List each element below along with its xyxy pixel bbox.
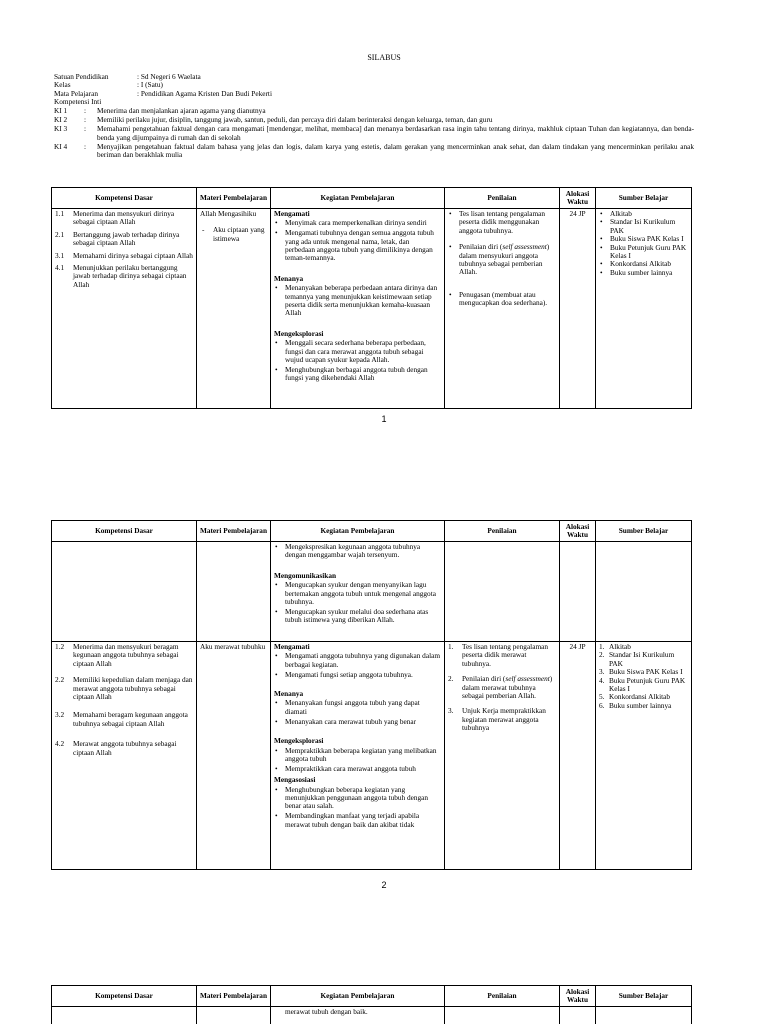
kd-item [55,711,193,728]
kegiatan-section-heading: Mengasosiasi [274,775,316,785]
header-kegiatan: Kegiatan Pembelajaran [271,986,445,1007]
kegiatan-item: • Mengamati anggota tubuhnya yang digunakan dalam berbagai kegiatan. [274,652,441,669]
header-alokasi: Alokasi Waktu [560,986,596,1007]
ki-colon: : [84,141,87,151]
header-kompetensi-dasar: Kompetensi Dasar [52,188,197,209]
identity-key: Mata Pelajaran [54,88,98,98]
kegiatan-item: • Mengamati fungsi setiap anggota tubuhnya. [274,671,441,679]
kd-cell [52,642,197,870]
identity-key: Satuan Pendidikan [54,72,109,81]
alokasi-cell [560,1007,596,1024]
sumber-item: 4. Buku Petunjuk Guru PAK Kelas I [599,675,686,693]
sumber-list [599,210,688,277]
penilaian-list [448,210,556,308]
page-number: 1 [381,414,387,424]
kd-cell [52,209,197,409]
identity-row [54,90,694,98]
kegiatan-item: • Menghubungkan beberapa kegiatan yang menunjukkan penggunaan anggota tubuh dengan benar atau salah. [274,786,441,811]
kd-text: Memiliki kepedulian dalam menjaga dan merawat anggota tubuhnya sebagai ciptaan Allah [73,675,193,701]
document-title: SILABUS [367,53,401,62]
kegiatan-item: • Menanyakan fungsi anggota tubuh yang dapat diamati [274,699,441,716]
sumber-item: 1. Alkitab [599,642,631,651]
sumber-item: 3. Buku Siswa PAK Kelas I [599,667,683,677]
penilaian-item: • Penilaian diri (self assessment) dalam mensyukuri anggota tubuhnya sebagai pemberian Allah. [448,243,556,277]
materi-subitem: - Aku ciptaan yang istimewa [200,226,267,243]
kegiatan-list [274,786,441,829]
identity-value: : Sd Negeri 6 Waelata [137,72,201,81]
materi-cell [197,1007,271,1024]
penilaian-item: 2. Penilaian diri (self assessment) dalam merawat tubuhnya sebagai pemberian Allah. [448,674,553,700]
identity-key: Kelas [54,80,71,90]
kegiatan-item: • Mengucapkan syukur dengan menyanyikan lagu bertemakan anggota tubuh untuk mengenal anggota tubuhnya. [274,581,441,606]
header-materi: Materi Pembelajaran [197,188,271,209]
kd-text: Menerima dan mensyukuri dirinya sebagai ciptaan Allah [73,209,175,227]
kd-text: Memahami beragam kegunaan anggota tubuhnya sebagai ciptaan Allah [73,710,188,728]
header-sumber: Sumber Belajar [596,188,692,209]
kd-item [55,210,193,227]
table-row-continued [52,1007,692,1024]
header-sumber: Sumber Belajar [596,521,692,542]
kd-number: 4.2 [55,739,65,749]
penilaian-list [448,643,556,733]
identity-block [54,73,694,159]
kegiatan-item: • Mengamati tubuhnya dengan semua anggota tubuh yang ada untuk mengenal nama, letak, dan perbedaan anggota tubuh yang dimilikinya dengan teman-temannya. [274,229,441,263]
sumber-cell [596,642,692,870]
identity-value: : I (Satu) [137,80,163,90]
kegiatan-cell [271,542,445,642]
kd-text: Menunjukkan perilaku bertanggung jawab terhadap dirinya sebagai ciptaan Allah [73,262,187,289]
table-header-row [52,188,692,209]
syllabus-table-page-3 [51,985,692,1024]
kegiatan-list [274,284,441,318]
kegiatan-list [274,219,441,262]
sumber-item: • Buku Siswa PAK Kelas I [599,235,688,243]
table-header-row [52,521,692,542]
ki-colon: : [84,124,87,134]
page-number: 2 [381,880,387,890]
kegiatan-cell: merawat tubuh dengan baik. [271,1007,445,1024]
penilaian-cell [445,542,560,642]
ki-text: Menerima dan menjalankan ajaran agama yang dianutnya [97,106,266,116]
sumber-item: • Buku sumber lainnya [599,269,688,277]
table-row [52,642,692,870]
ki-colon: : [84,115,87,125]
header-kegiatan: Kegiatan Pembelajaran [271,188,445,209]
kd-number: 1.1 [55,209,65,218]
kegiatan-section-heading: Mengeksplorasi [274,328,324,338]
sumber-item: • Buku Petunjuk Guru PAK Kelas I [599,244,688,261]
identity-value: : Pendidikan Agama Kristen Dan Budi Pekerti [137,88,272,98]
kd-number: 2.1 [55,229,65,239]
kegiatan-item: • Mengekspresikan kegunaan anggota tubuhnya dengan menggambar wajah tersenyum. [274,543,441,560]
sumber-cell [596,542,692,642]
kegiatan-item: • Menyimak cara memperkenalkan dirinya sendiri [274,219,441,227]
sumber-cell [596,209,692,409]
sumber-cell [596,1007,692,1024]
table-row-continued [52,542,692,642]
kegiatan-cell [271,209,445,409]
kegiatan-section-heading: Menanya [274,689,304,699]
alokasi-cell [560,542,596,642]
kd-text: Bertanggung jawab terhadap dirinya sebagai ciptaan Allah [73,229,180,248]
kd-item [55,643,193,668]
kd-text: Memahami dirinya sebagai ciptaan Allah [73,250,193,260]
header-materi: Materi Pembelajaran [197,521,271,542]
table-row [52,209,692,409]
kegiatan-item: • Menanyakan beberapa perbedaan antara dirinya dan temannya yang menunjukkan keistimewaan setiap peserta didik serta menunjukkan kemaha-kuasaan Allah [274,284,441,318]
kd-text: Merawat anggota tubuhnya sebagai ciptaan Allah [73,739,177,757]
sumber-list [599,643,688,710]
penilaian-item: 1. Tes lisan tentang pengalaman peserta didik merawat tubuhnya. [448,642,549,668]
kegiatan-item: • Mempraktikkan beberapa kegiatan yang melibatkan anggota tubuh [274,747,441,764]
kd-number: 1.2 [55,642,65,651]
kegiatan-section-heading: Mengamati [274,209,310,218]
ki-code: KI 3 [54,124,68,134]
materi-cell [197,542,271,642]
kd-number: 3.1 [55,250,65,260]
ki-heading: Kompetensi Inti [54,97,102,107]
kd-number: 3.2 [55,710,65,720]
sumber-item: 6. Buku sumber lainnya [599,700,672,710]
sumber-item: • Alkitab [599,210,688,218]
penilaian-item: • Tes lisan tentang pengalaman peserta didik menggunakan anggota tubuhnya. [448,210,556,235]
materi-cell: Aku merawat tubuhku [197,642,271,870]
kegiatan-section-heading: Menanya [274,273,304,283]
header-kegiatan: Kegiatan Pembelajaran [271,521,445,542]
header-kompetensi-dasar: Kompetensi Dasar [52,986,197,1007]
kegiatan-list [274,339,441,382]
kd-item [55,676,193,701]
header-kompetensi-dasar: Kompetensi Dasar [52,521,197,542]
kd-number: 2.2 [55,675,65,685]
ki-code: KI 2 [54,115,68,125]
materi-subitem-text: Aku ciptaan yang istimewa [213,225,265,243]
sumber-item: • Standar Isi Kurikulum PAK [599,218,688,235]
kegiatan-item: • Membandingkan manfaat yang terjadi apabila merawat tubuh dengan baik dan akibat tidak [274,812,441,829]
materi-title: Allah Mengasihiku [200,209,257,218]
penilaian-item: • Penugasan (membuat atau mengucapkan doa sederhana). [448,291,556,308]
ki-text: Menyajikan pengetahuan faktual dalam bahasa yang jelas dan logis, dalam karya yang estetis, dalam gerakan yang mencerminkan anak sehat, dan dalam tindakan yang mencerminkan perilaku anak beriman dan berakhlak mulia [97,141,694,159]
header-penilaian: Penilaian [445,986,560,1007]
ki-item [54,125,694,142]
header-penilaian: Penilaian [445,188,560,209]
kegiatan-item: • Mempraktikkan cara merawat anggota tubuh [274,765,441,773]
penilaian-cell [445,1007,560,1024]
sumber-item: 2. Standar Isi Kurikulum PAK [599,650,675,668]
kegiatan-section-heading: Mengamati [274,642,310,651]
header-alokasi: Alokasi Waktu [560,521,596,542]
kegiatan-list [274,699,441,726]
header-alokasi: Alokasi Waktu [560,188,596,209]
kd-cell [52,542,197,642]
ki-text: Memahami pengetahuan faktual dengan cara mengamati [mendengar, melihat, membaca] dan menanya berdasarkan rasa ingin tahu tentang dirinya, makhluk ciptaan Tuhan dan kegiatannya, dan benda-benda yang dijumpainya di rumah dan di sekolah [97,124,694,142]
syllabus-table-page-2 [51,520,692,870]
kegiatan-section-heading: Mengeksplorasi [274,736,324,746]
kd-number: 4.1 [55,262,65,272]
header-materi: Materi Pembelajaran [197,986,271,1007]
kegiatan-item: • Menghubungkan berbagai anggota tubuh dengan fungsi yang dikehendaki Allah [274,366,441,383]
header-sumber: Sumber Belajar [596,986,692,1007]
kd-text: Menerima dan mensyukuri beragam kegunaan anggota tubuhnya sebagai ciptaan Allah [73,642,179,668]
sumber-item: • Konkordansi Alkitab [599,260,688,268]
kegiatan-item: • Menanyakan cara merawat tubuh yang benar [274,718,441,726]
penilaian-cell [445,642,560,870]
alokasi-cell: 24 JP [560,642,596,870]
kd-item [55,264,193,289]
syllabus-table-page-1 [51,187,692,409]
kegiatan-list [274,652,441,679]
alokasi-cell: 24 JP [560,209,596,409]
ki-code: KI 1 [54,106,68,116]
ki-text: Memiliki perilaku jujur, disiplin, tanggung jawab, santun, peduli, dan percaya diri dalam berinteraksi dengan keluarga, teman, dan guru [97,115,493,125]
kd-item [55,231,193,248]
kd-item [55,740,193,757]
ki-item [54,143,694,160]
kd-cell [52,1007,197,1024]
materi-cell [197,209,271,409]
kegiatan-cell [271,642,445,870]
kegiatan-list [274,543,441,560]
penilaian-item: 3. Unjuk Kerja mempraktikkan kegiatan merawat anggota tubuhnya [448,706,546,733]
kd-item [55,252,193,260]
ki-colon: : [84,106,87,116]
kegiatan-item: • Mengucapkan syukur melalui doa sederhana atas tubuh istimewa yang diberikan Allah. [274,608,441,625]
kegiatan-item: • Menggali secara sederhana beberapa perbedaan, fungsi dan cara merawat anggota tubuh sebagai wujud ucapan syukur kepada Allah. [274,339,441,364]
kegiatan-list [274,581,441,624]
penilaian-cell [445,209,560,409]
kegiatan-list [274,747,441,774]
kegiatan-section-heading: Mengomunikasikan [274,570,337,580]
header-penilaian: Penilaian [445,521,560,542]
ki-code: KI 4 [54,141,68,151]
sumber-item: 5. Konkordansi Alkitab [599,692,671,702]
table-header-row [52,986,692,1007]
